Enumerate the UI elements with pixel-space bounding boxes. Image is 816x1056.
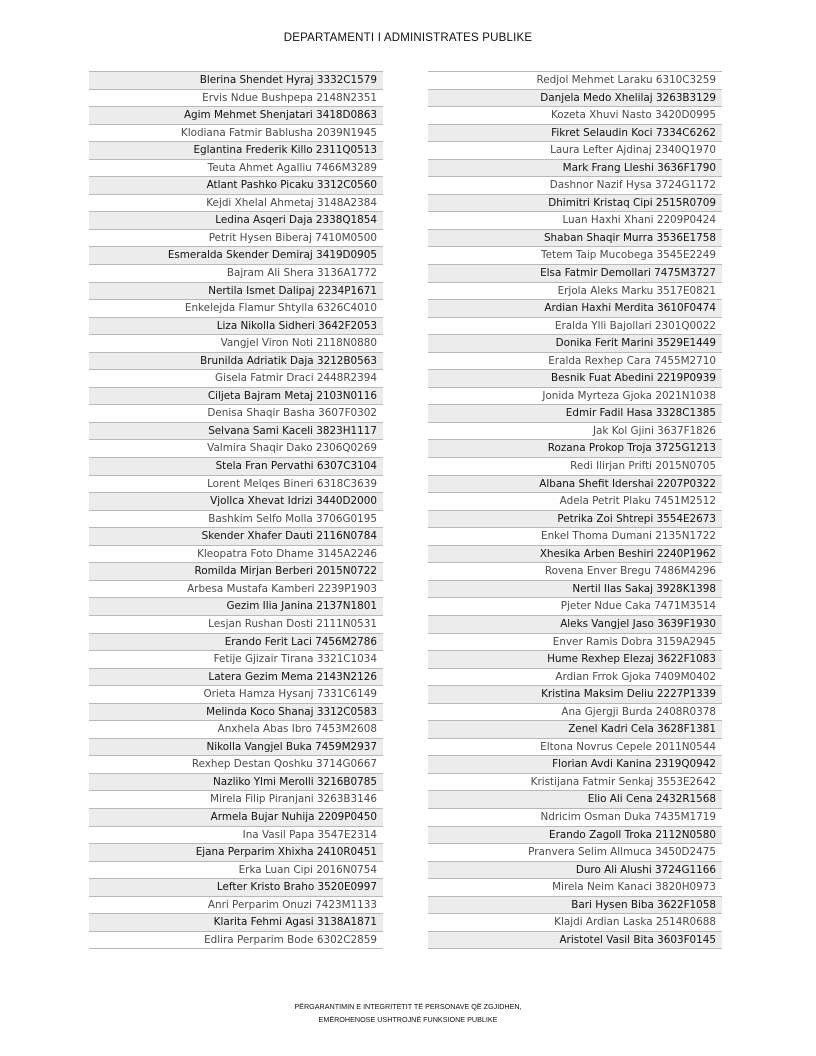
list-item: Agim Mehmet Shenjatari 3418D0863: [89, 106, 383, 124]
list-item: Edlira Perparim Bode 6302C2859: [89, 931, 383, 949]
list-item: Klajdi Ardian Laska 2514R0688: [428, 913, 722, 931]
list-item: Ciljeta Bajram Metaj 2103N0116: [89, 387, 383, 405]
list-item: Mirela Filip Piranjani 3263B3146: [89, 790, 383, 808]
list-item: Redi Ilirjan Prifti 2015N0705: [428, 457, 722, 475]
list-item: Dhimitri Kristaq Cipi 2515R0709: [428, 194, 722, 212]
list-item: Melinda Koco Shanaj 3312C0583: [89, 703, 383, 721]
list-item: Ina Vasil Papa 3547E2314: [89, 826, 383, 844]
list-item: Albana Shefit Idershai 2207P0322: [428, 475, 722, 493]
list-item: Xhesika Arben Beshiri 2240P1962: [428, 545, 722, 563]
list-item: Enkelejda Flamur Shtylla 6326C4010: [89, 299, 383, 317]
list-item: Lefter Kristo Braho 3520E0997: [89, 878, 383, 896]
list-item: Donika Ferit Marini 3529E1449: [428, 334, 722, 352]
list-item: Atlant Pashko Picaku 3312C0560: [89, 176, 383, 194]
list-item: Adela Petrit Plaku 7451M2512: [428, 492, 722, 510]
list-item: Rovena Enver Bregu 7486M4296: [428, 562, 722, 580]
table-bottom-rule: [428, 948, 722, 949]
footer-line-2: EMËROHENOSE USHTROJNË FUNKSIONE PUBLIKE: [318, 1015, 498, 1024]
list-item: Vjollca Xhevat Idrizi 3440D2000: [89, 492, 383, 510]
list-item: Klodiana Fatmir Bablusha 2039N1945: [89, 124, 383, 142]
list-item: Edmir Fadil Hasa 3328C1385: [428, 404, 722, 422]
list-item: Bari Hysen Biba 3622F1058: [428, 896, 722, 914]
list-item: Duro Ali Alushi 3724G1166: [428, 861, 722, 879]
list-item: Fetije Gjizair Tirana 3321C1034: [89, 650, 383, 668]
list-item: Nertila Ismet Dalipaj 2234P1671: [89, 282, 383, 300]
list-item: Kristina Maksim Deliu 2227P1339: [428, 685, 722, 703]
list-item: Kejdi Xhelal Ahmetaj 3148A2384: [89, 194, 383, 212]
list-item: Skender Xhafer Dauti 2116N0784: [89, 527, 383, 545]
left-column: [89, 71, 383, 949]
list-item: Mark Frang Lleshi 3636F1790: [428, 159, 722, 177]
list-item: Bashkim Selfo Molla 3706G0195: [89, 510, 383, 528]
list-item: Jak Kol Gjini 3637F1826: [428, 422, 722, 440]
list-item: Laura Lefter Ajdinaj 2340Q1970: [428, 141, 722, 159]
list-item: Ndricim Osman Duka 7435M1719: [428, 808, 722, 826]
list-item: Gezim Ilia Janina 2137N1801: [89, 597, 383, 615]
list-item: Gisela Fatmir Draci 2448R2394: [89, 369, 383, 387]
list-item: Kristijana Fatmir Senkaj 3553E2642: [428, 773, 722, 791]
list-item: Liza Nikolla Sidheri 3642F2053: [89, 317, 383, 335]
list-item: Eralda Ylli Bajollari 2301Q0022: [428, 317, 722, 335]
list-item: Ardian Frrok Gjoka 7409M0402: [428, 668, 722, 686]
list-item: Ervis Ndue Bushpepa 2148N2351: [89, 89, 383, 107]
list-item: Rexhep Destan Qoshku 3714G0667: [89, 755, 383, 773]
list-item: Mirela Neim Kanaci 3820H0973: [428, 878, 722, 896]
list-item: Erando Ferit Laci 7456M2786: [89, 633, 383, 651]
list-item: Redjol Mehmet Laraku 6310C3259: [428, 71, 722, 89]
list-item: Brunilda Adriatik Daja 3212B0563: [89, 352, 383, 370]
list-item: Kozeta Xhuvi Nasto 3420D0995: [428, 106, 722, 124]
list-item: Lesjan Rushan Dosti 2111N0531: [89, 615, 383, 633]
list-item: Florian Avdi Kanina 2319Q0942: [428, 755, 722, 773]
list-item: Ejana Perparim Xhixha 2410R0451: [89, 843, 383, 861]
list-item: Eltona Novrus Cepele 2011N0544: [428, 738, 722, 756]
list-item: Shaban Shaqir Murra 3536E1758: [428, 229, 722, 247]
list-item: Ana Gjergji Burda 2408R0378: [428, 703, 722, 721]
list-item: Valmira Shaqir Dako 2306Q0269: [89, 439, 383, 457]
list-item: Zenel Kadri Cela 3628F1381: [428, 720, 722, 738]
page-title: DEPARTAMENTI I ADMINISTRATES PUBLIKE: [283, 32, 533, 44]
list-item: Elsa Fatmir Demollari 7475M3727: [428, 264, 722, 282]
list-item: Ardian Haxhi Merdita 3610F0474: [428, 299, 722, 317]
list-item: Eralda Rexhep Cara 7455M2710: [428, 352, 722, 370]
footer: [0, 1000, 816, 1026]
list-item: Jonida Myrteza Gjoka 2021N1038: [428, 387, 722, 405]
list-item: Aristotel Vasil Bita 3603F0145: [428, 931, 722, 949]
list-item: Luan Haxhi Xhani 2209P0424: [428, 211, 722, 229]
list-item: Erjola Aleks Marku 3517E0821: [428, 282, 722, 300]
list-item: Tetem Taip Mucobega 3545E2249: [428, 246, 722, 264]
list-item: Denisa Shaqir Basha 3607F0302: [89, 404, 383, 422]
list-item: Latera Gezim Mema 2143N2126: [89, 668, 383, 686]
list-item: Selvana Sami Kaceli 3823H1117: [89, 422, 383, 440]
list-item: Nazliko Ylmi Merolli 3216B0785: [89, 773, 383, 791]
list-item: Teuta Ahmet Agalliu 7466M3289: [89, 159, 383, 177]
list-item: Petrika Zoi Shtrepi 3554E2673: [428, 510, 722, 528]
list-item: Anxhela Abas Ibro 7453M2608: [89, 720, 383, 738]
list-item: Blerina Shendet Hyraj 3332C1579: [89, 71, 383, 89]
list-item: Esmeralda Skender Demiraj 3419D0905: [89, 246, 383, 264]
list-item: Elio Ali Cena 2432R1568: [428, 790, 722, 808]
list-item: Dashnor Nazif Hysa 3724G1172: [428, 176, 722, 194]
list-item: Fikret Selaudin Koci 7334C6262: [428, 124, 722, 142]
list-item: Pranvera Selim Allmuca 3450D2475: [428, 843, 722, 861]
list-item: Pjeter Ndue Caka 7471M3514: [428, 597, 722, 615]
list-item: Ledina Asqeri Daja 2338Q1854: [89, 211, 383, 229]
list-item: Arbesa Mustafa Kamberi 2239P1903: [89, 580, 383, 598]
list-item: Erando Zagoll Troka 2112N0580: [428, 826, 722, 844]
list-item: Orieta Hamza Hysanj 7331C6149: [89, 685, 383, 703]
list-item: Besnik Fuat Abedini 2219P0939: [428, 369, 722, 387]
list-item: Nikolla Vangjel Buka 7459M2937: [89, 738, 383, 756]
list-item: Hume Rexhep Elezaj 3622F1083: [428, 650, 722, 668]
list-item: Enver Ramis Dobra 3159A2945: [428, 633, 722, 651]
list-item: Erka Luan Cipi 2016N0754: [89, 861, 383, 879]
footer-line-1: PËRGARANTIMIN E INTEGRITETIT TË PERSONAVE QË ZGJIDHEN,: [294, 1002, 522, 1011]
list-item: Petrit Hysen Biberaj 7410M0500: [89, 229, 383, 247]
list-item: Vangjel Viron Noti 2118N0880: [89, 334, 383, 352]
list-item: Enkel Thoma Dumani 2135N1722: [428, 527, 722, 545]
list-item: Eglantina Frederik Killo 2311Q0513: [89, 141, 383, 159]
right-column: [428, 71, 722, 949]
list-item: Danjela Medo Xhelilaj 3263B3129: [428, 89, 722, 107]
table-bottom-rule: [89, 948, 383, 949]
list-item: Bajram Ali Shera 3136A1772: [89, 264, 383, 282]
list-item: Kleopatra Foto Dhame 3145A2246: [89, 545, 383, 563]
list-item: Nertil Ilas Sakaj 3928K1398: [428, 580, 722, 598]
list-item: Lorent Melqes Bineri 6318C3639: [89, 475, 383, 493]
list-item: Anri Perparim Onuzi 7423M1133: [89, 896, 383, 914]
list-item: Aleks Vangjel Jaso 3639F1930: [428, 615, 722, 633]
list-item: Armela Bujar Nuhija 2209P0450: [89, 808, 383, 826]
list-item: Rozana Prokop Troja 3725G1213: [428, 439, 722, 457]
list-item: Stela Fran Pervathi 6307C3104: [89, 457, 383, 475]
list-item: Romilda Mirjan Berberi 2015N0722: [89, 562, 383, 580]
list-item: Klarita Fehmi Agasi 3138A1871: [89, 913, 383, 931]
